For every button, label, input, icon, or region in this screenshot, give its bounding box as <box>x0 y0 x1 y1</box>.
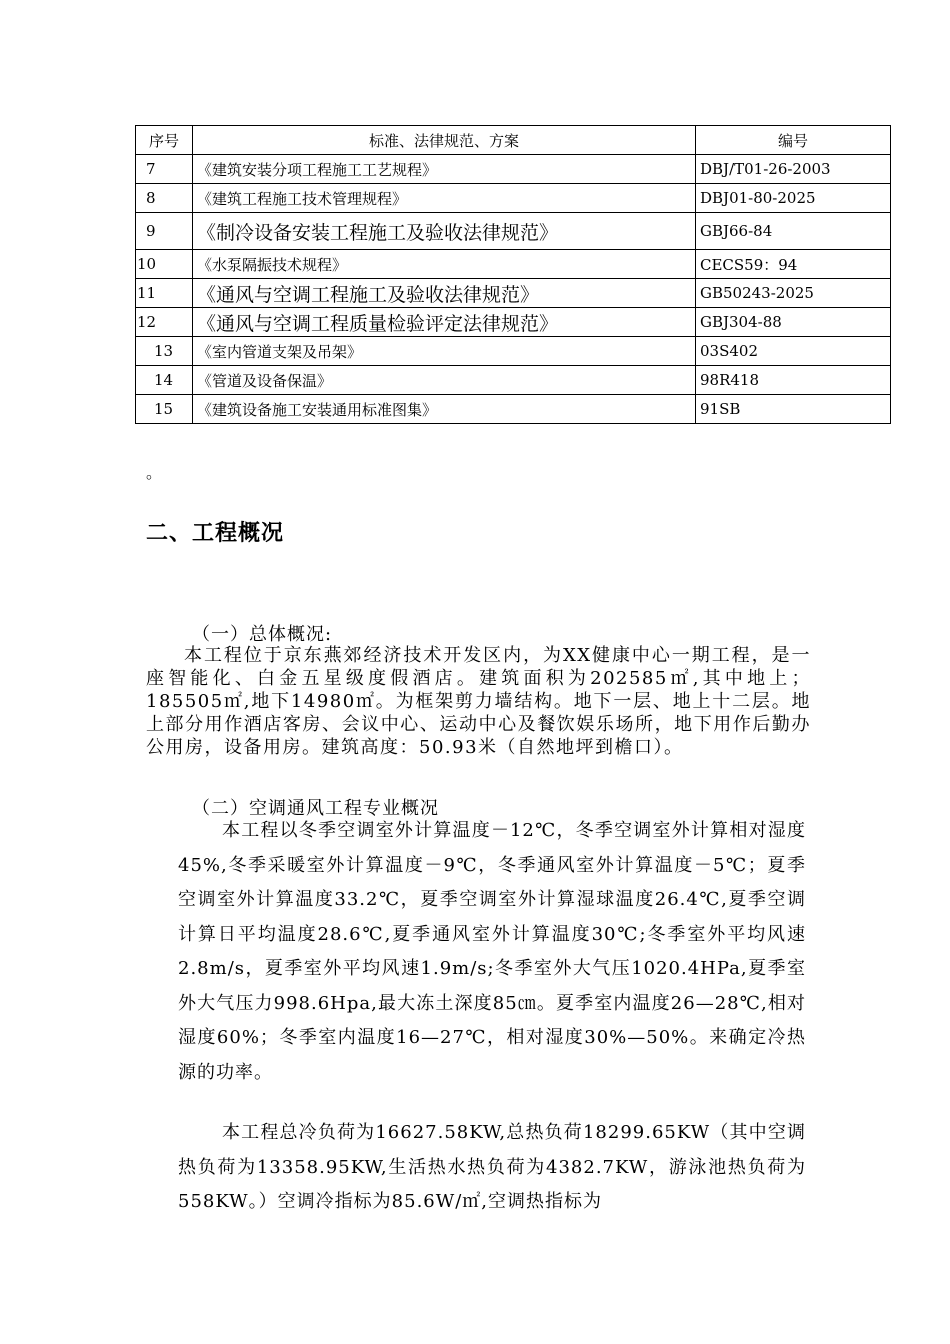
row-code: GB50243-2025 <box>696 279 891 308</box>
table-row <box>136 337 891 366</box>
row-code: DBJ/T01-26-2003 <box>696 155 891 184</box>
row-code: DBJ01-80-2025 <box>696 184 891 213</box>
row-code: CECS59：94 <box>696 250 891 279</box>
header-no: 序号 <box>136 126 193 155</box>
row-code: 91SB <box>696 395 891 424</box>
table-row <box>136 184 891 213</box>
table-row <box>136 366 891 395</box>
row-name: 《水泵隔振技术规程》 <box>193 250 696 279</box>
row-name: 《建筑安装分项工程施工工艺规程》 <box>193 155 696 184</box>
hvac-heading: （二）空调通风工程专业概况 <box>192 798 439 819</box>
row-code: GBJ304-88 <box>696 308 891 337</box>
table-row <box>136 279 891 308</box>
section-heading: 二、工程概况 <box>146 521 285 546</box>
row-no: 10 <box>136 250 193 279</box>
row-no: 12 <box>136 308 193 337</box>
row-no: 13 <box>136 337 193 366</box>
overview-heading: （一）总体概况: <box>192 624 333 645</box>
row-no: 8 <box>136 184 193 213</box>
table-row <box>136 213 891 250</box>
row-no: 15 <box>136 395 193 424</box>
row-name: 《通风与空调工程质量检验评定法律规范》 <box>193 308 696 337</box>
table-row <box>136 250 891 279</box>
row-name: 《通风与空调工程施工及验收法律规范》 <box>193 279 696 308</box>
stray-period: 。 <box>146 463 163 482</box>
row-no: 9 <box>136 213 193 250</box>
standards-table <box>135 125 891 424</box>
row-name: 《室内管道支架及吊架》 <box>193 337 696 366</box>
table-row <box>136 308 891 337</box>
row-no: 14 <box>136 366 193 395</box>
table-row <box>136 155 891 184</box>
table-row <box>136 395 891 424</box>
hvac-paragraph-design-conditions: 本工程以冬季空调室外计算温度－12℃，冬季空调室外计算相对湿度45%,冬季采暖室外计算温度－9℃，冬季通风室外计算温度－5℃；夏季空调室外计算温度33.2℃，夏季空调室外计算湿球温度26.4℃,夏季空调计算日平均温度28.6℃,夏季通风室外计算温度30℃;冬季室外平均风速2.8m/s，夏季室外平均风速1.9m/s;冬季室外大气压1020.4HPa,夏季室外大气压力998.6Hpa,最大冻土深度85㎝。夏季室内温度26—28℃,相对湿度60%；冬季室内温度16—27℃，相对湿度30%—50%。来确定冷热源的功率。 <box>178 820 806 1083</box>
row-code: 98R418 <box>696 366 891 395</box>
row-name: 《建筑设备施工安装通用标准图集》 <box>193 395 696 424</box>
table-header-row <box>136 126 891 155</box>
hvac-paragraph-loads: 本工程总冷负荷为16627.58KW,总热负荷18299.65KW（其中空调热负荷为13358.95KW,生活热水热负荷为4382.7KW，游泳池热负荷为558KW。）空调冷指标为85.6W/㎡,空调热指标为 <box>178 1122 806 1212</box>
header-name: 标准、法律规范、方案 <box>193 126 696 155</box>
row-name: 《制冷设备安装工程施工及验收法律规范》 <box>193 213 696 250</box>
row-no: 7 <box>136 155 193 184</box>
header-code: 编号 <box>696 126 891 155</box>
row-name: 《管道及设备保温》 <box>193 366 696 395</box>
overview-paragraph: 本工程位于京东燕郊经济技术开发区内，为XX健康中心一期工程，是一座智能化、白金五星级度假酒店。建筑面积为202585㎡,其中地上；185505㎡,地下14980㎡。为框架剪力墙结构。地下一层、地上十二层。地上部分用作酒店客房、会议中心、运动中心及餐饮娱乐场所，地下用作后勤办公用房，设备用房。建筑高度：50.93米（自然地坪到檐口）。 <box>146 645 811 758</box>
row-name: 《建筑工程施工技术管理规程》 <box>193 184 696 213</box>
row-code: 03S402 <box>696 337 891 366</box>
row-no: 11 <box>136 279 193 308</box>
row-code: GBJ66-84 <box>696 213 891 250</box>
